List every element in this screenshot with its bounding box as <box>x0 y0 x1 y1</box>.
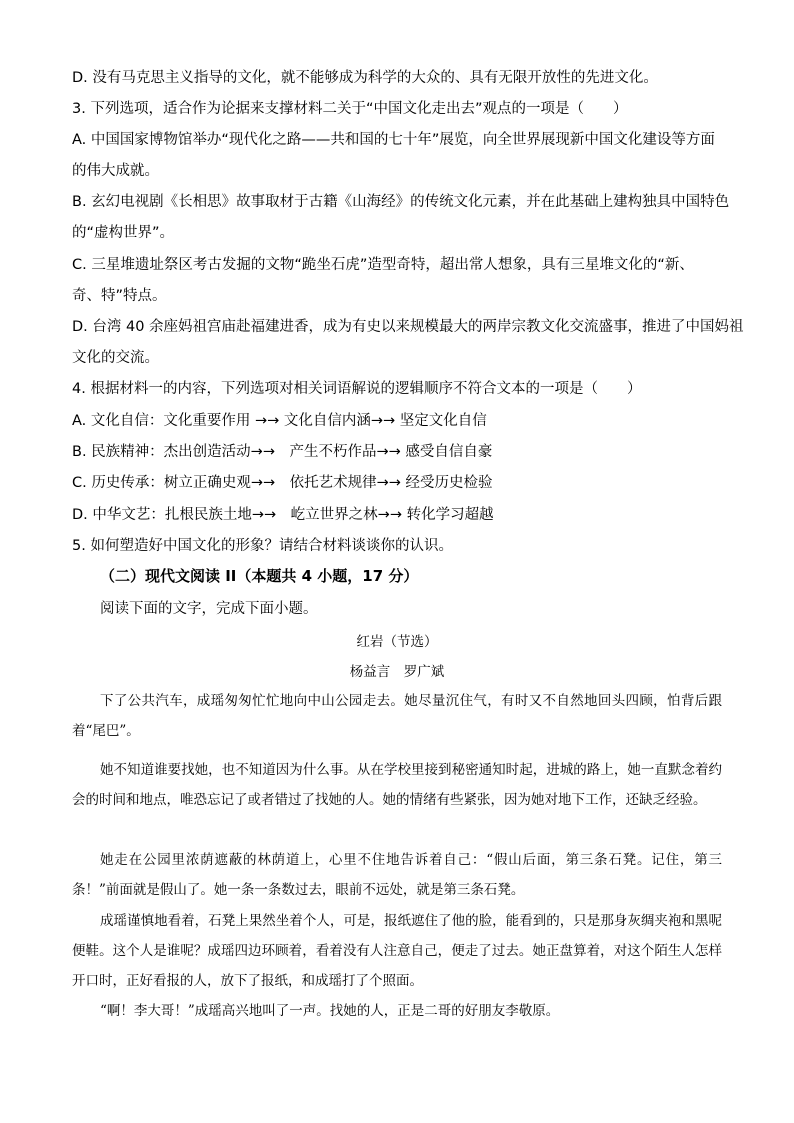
q4-option-d: D. 中华文艺：扎根民族土地→→ 屹立世界之林→→ 转化学习超越 <box>72 507 494 523</box>
reading-instruction: 阅读下面的文字，完成下面小题。 <box>100 601 318 617</box>
q4-option-b: B. 民族精神：杰出创造活动→→ 产生不朽作品→→ 感受自信自豪 <box>72 444 493 460</box>
q3-option-b-line2: 的“虚构世界”。 <box>72 225 175 241</box>
question-3: 3. 下列选项，适合作为论据来支撑材料二关于“中国文化走出去”观点的一项是（ ） <box>72 101 628 117</box>
question-5: 5. 如何塑造好中国文化的形象？请结合材料谈谈你的认识。 <box>72 538 453 554</box>
q3-option-c-line2: 奇、特”特点。 <box>72 288 167 304</box>
passage-paragraph-3: 她走在公园里浓荫遮蔽的林荫道上，心里不住地告诉着自己：“假山后面，第三条石凳。记住，第三条！”前面就是假山了。她一条一条数过去，眼前不远处，就是第三条石凳。 <box>72 852 722 898</box>
passage-title: 红岩（节选） <box>356 634 438 650</box>
q4-option-a: A. 文化自信：文化重要作用 →→ 文化自信内涵→→ 坚定文化自信 <box>72 413 487 429</box>
q3-option-d-line1: D. 台湾 40 余座妈祖宫庙赴福建进香，成为有史以来规模最大的两岸宗教文化交流盛事，推进了中国妈祖 <box>72 319 744 335</box>
passage-paragraph-2: 她不知道谁要找她，也不知道因为什么事。从在学校里接到秘密通知时起，进城的路上，她一直默念着约会的时间和地点，唯恐忘记了或者错过了找她的人。她的情绪有些紧张，因为她对地下工作，还缺乏经验。 <box>72 762 722 808</box>
section-heading: （二）现代文阅读 II（本题共 4 小题，17 分） <box>100 567 419 585</box>
question-4: 4. 根据材料一的内容，下列选项对相关词语解说的逻辑顺序不符合文本的一项是（ ） <box>72 381 642 397</box>
q3-option-d-line2: 文化的交流。 <box>72 350 159 366</box>
q3-option-a-line2: 的伟大成就。 <box>72 163 159 179</box>
passage-authors: 杨益言 罗广斌 <box>349 664 445 680</box>
passage-paragraph-5: “啊！李大哥！”成瑶高兴地叫了一声。找她的人，正是二哥的好朋友李敬原。 <box>100 1003 560 1019</box>
q4-option-c: C. 历史传承：树立正确史观→→ 依托艺术规律→→ 经受历史检验 <box>72 475 493 491</box>
q3-option-a-line1: A. 中国国家博物馆举办“现代化之路——共和国的七十年”展览，向全世界展现新中国文化建设等方面 <box>72 132 715 148</box>
q3-option-b-line1: B. 玄幻电视剧《长相思》故事取材于古籍《山海经》的传统文化元素，并在此基础上建构独具中国特色 <box>72 194 730 210</box>
passage-paragraph-4: 成瑶谨慎地看着，石凳上果然坐着个人，可是，报纸遮住了他的脸，能看到的，只是那身灰绸夹袍和黑呢便鞋。这个人是谁呢？成瑶四边环顾着，看着没有人注意自己，便走了过去。她正盘算着，对这个陌生人怎样开口时，正好看报的人，放下了报纸，和成瑶打了个照面。 <box>72 913 722 989</box>
option-d-question2: D. 没有马克思主义指导的文化，就不能够成为科学的大众的、具有无限开放性的先进文化。 <box>72 70 658 86</box>
q3-option-c-line1: C. 三星堆遗址祭区考古发掘的文物“跪坐石虎”造型奇特，超出常人想象，具有三星堆文化的“新、 <box>72 257 694 273</box>
passage-paragraph-1: 下了公共汽车，成瑶匆匆忙忙地向中山公园走去。她尽量沉住气，有时又不自然地回头四顾，怕背后跟着“尾巴”。 <box>72 693 722 739</box>
